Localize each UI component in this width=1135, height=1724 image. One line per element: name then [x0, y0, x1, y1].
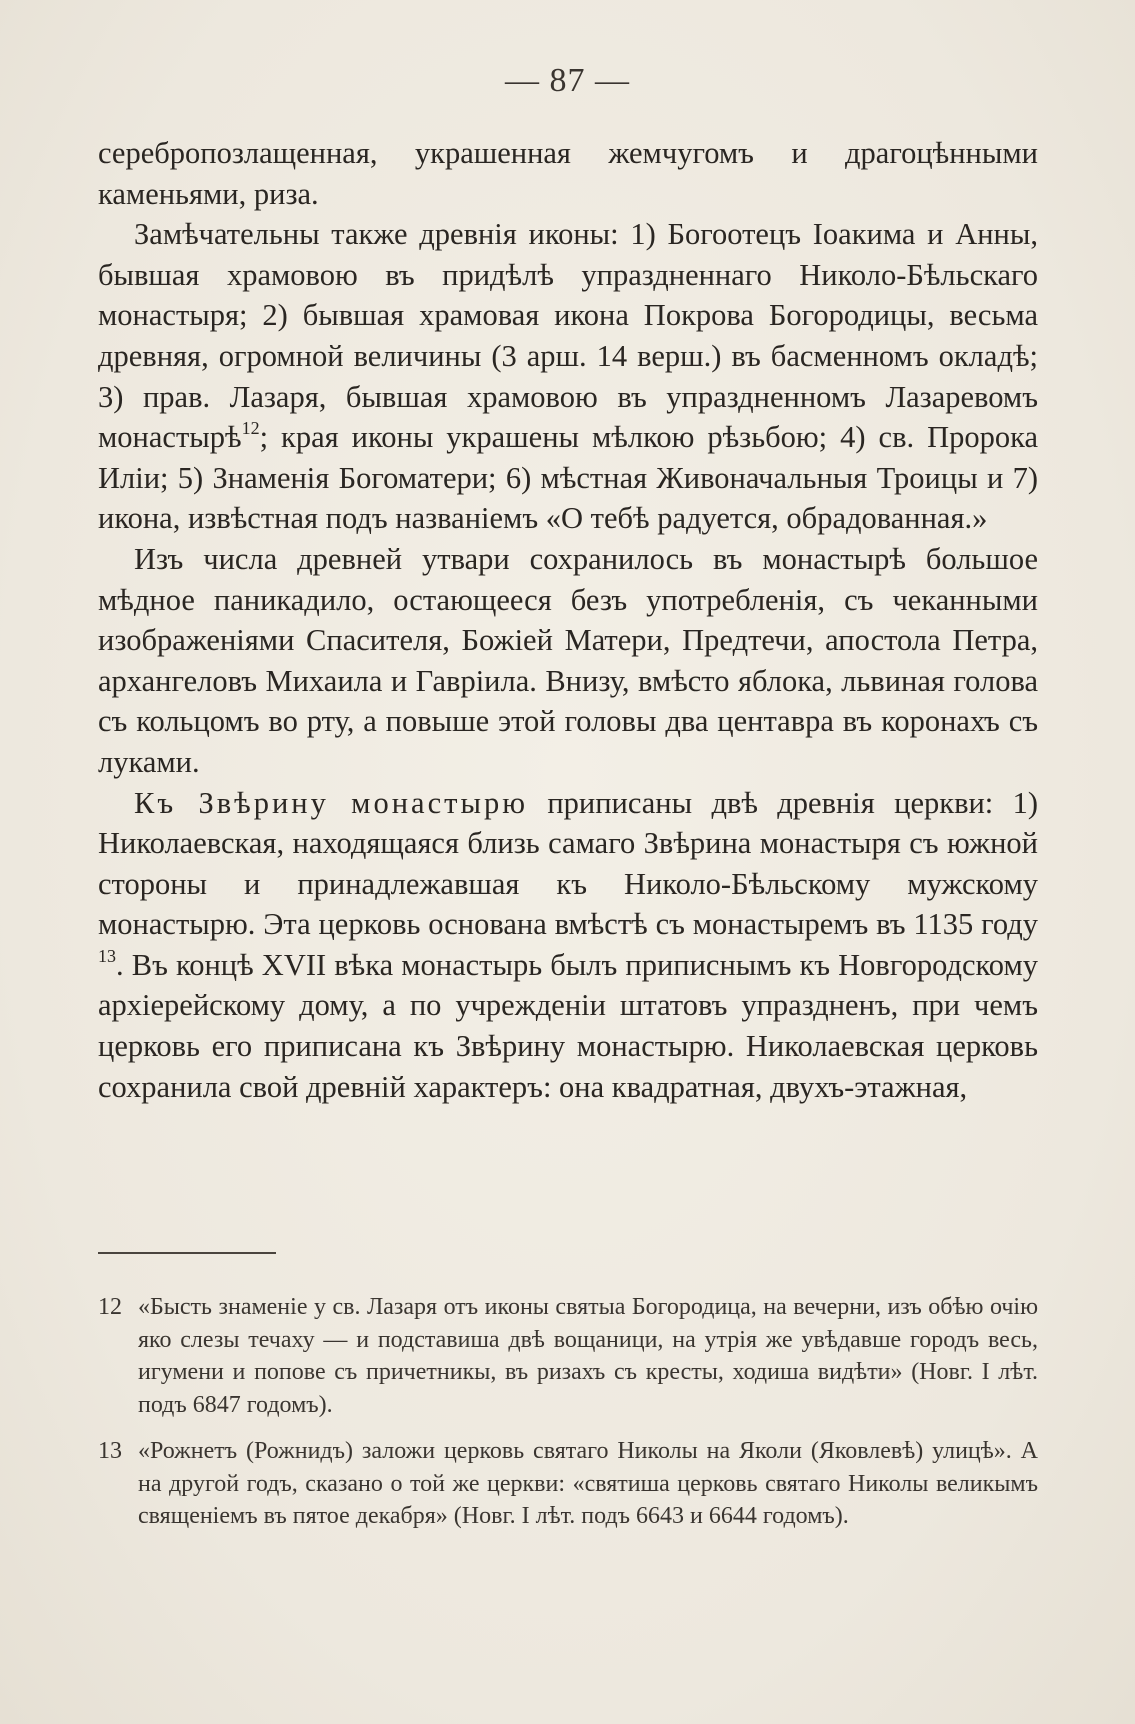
main-text: [98, 133, 1038, 1107]
footnote-13: [98, 1435, 1038, 1533]
paragraph-2-text-a: Замѣчательны также древнія иконы: 1) Богоотецъ Іоакима и Анны, бывшая храмовою въ придѣлѣ упраздненнаго Николо-Бѣльскаго монастыря; 2) бывшая храмовая икона Покрова Богородицы, весьма древняя, огромной величины (3 арш. 14 верш.) въ басменномъ окладѣ; 3) прав. Лазаря, бывшая храмовою въ упраздненномъ Лазаревомъ монастырѣ: [98, 217, 1038, 455]
footnote-ref-13: 13: [98, 945, 116, 966]
paragraph-2-text-b: ; края иконы украшены мѣлкою рѣзьбою; 4) св. Пророка Иліи; 5) Знаменія Богоматери; 6) мѣстная Живоначальныя Троицы и 7) икона, извѣстная подъ названіемъ «О тебѣ радуется, обрадованная.»: [98, 420, 1038, 536]
footnote-number: 12: [98, 1294, 122, 1320]
paragraph-4-text-a: приписаны двѣ древнія церкви: 1) Николаевская, находящаяся близь самаго Звѣрина монастыря съ южной стороны и принадлежавшая къ Николо-Бѣльскому мужскому монастырю. Эта церковь основана вмѣстѣ съ монастыремъ въ 1135 году: [98, 785, 1039, 942]
footnote-ref-12: 12: [241, 418, 260, 439]
paragraph-1: серебропозлащенная, украшенная жемчугомъ и драгоцѣнными каменьями, риза.: [98, 136, 1038, 211]
paragraph-4-spaced-heading: Къ Звѣрину монастырю: [134, 785, 528, 820]
footnote-number: 13: [98, 1438, 122, 1464]
footnotes: [98, 1291, 1038, 1547]
page-number: — 87 —: [505, 62, 630, 99]
paragraph-4-text-b: . Въ концѣ XVII вѣка монастырь былъ приписнымъ къ Новгородскому архіерейскому дому, а по учрежденіи штатовъ упраздненъ, при чемъ церковь его приписана къ Звѣрину монастырю. Николаевская церковь сохранила свой древній характеръ: она квадратная, двухъ-этажная,: [98, 947, 1038, 1104]
paragraph-3: Изъ числа древней утвари сохранилось въ монастырѣ большое мѣдное паникадило, остающееся безъ употребленія, съ чеканными изображеніями Спасителя, Божіей Матери, Предтечи, апостола Петра, архангеловъ Михаила и Гавріила. Внизу, вмѣсто яблока, львиная голова съ кольцомъ во рту, а повыше этой головы два центавра въ коронахъ съ луками.: [98, 541, 1038, 779]
footnote-separator: [98, 1252, 276, 1254]
footnote-12: [98, 1291, 1038, 1421]
footnote-text: «Рожнетъ (Рожнидъ) заложи церковь святаго Николы на Яколи (Яковлевѣ) улицѣ». А на другой годъ, сказано о той же церкви: «святиша церковь святаго Николы великымъ священіемъ въ пятое декабря» (Новг. І лѣт. подъ 6643 и 6644 годомъ).: [138, 1438, 1038, 1529]
paragraph-2: [98, 214, 1038, 539]
paragraph-4: [98, 783, 1038, 1108]
footnote-text: «Бысть знаменіе у св. Лазаря отъ иконы святыа Богородица, на вечерни, изъ обѣю очію яко слезы течаху — и подставиша двѣ вощаници, на утрія же увѣдавше городъ весь, игумени и попове съ причетникы, въ ризахъ съ кресты, ходиша видѣти» (Новг. І лѣт. подъ 6847 годомъ).: [138, 1294, 1038, 1418]
